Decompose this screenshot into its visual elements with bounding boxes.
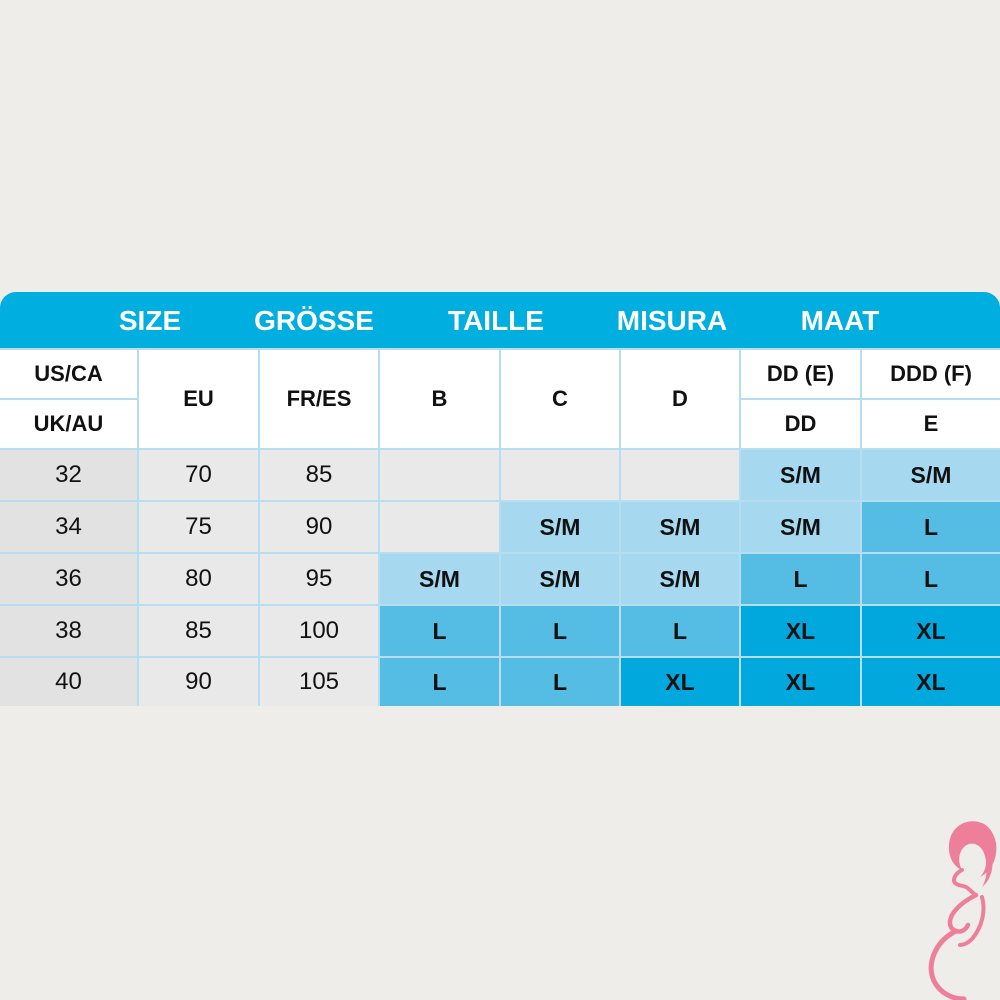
header-cup-e-uk: E: [862, 400, 1000, 448]
size-table: [0, 348, 1000, 706]
size-cell: [380, 450, 499, 500]
header-uk-au: UK/AU: [0, 400, 137, 448]
size-cell: S/M: [501, 554, 619, 604]
size-cell: L: [501, 658, 619, 706]
size-cell: S/M: [380, 554, 499, 604]
size-cell: L: [380, 658, 499, 706]
row-us-size: 34: [0, 502, 137, 552]
pregnant-woman-silhouette-icon: [922, 815, 1000, 1000]
row-fr-size: 85: [260, 450, 378, 500]
size-cell: L: [501, 606, 619, 656]
row-fr-size: 90: [260, 502, 378, 552]
size-cell: L: [741, 554, 860, 604]
size-chart: [0, 292, 1000, 706]
row-us-size: 38: [0, 606, 137, 656]
header-cup-dd-uk: DD: [741, 400, 860, 448]
row-eu-size: 90: [139, 658, 258, 706]
row-fr-size: 105: [260, 658, 378, 706]
title-size: SIZE: [118, 305, 182, 336]
size-cell: L: [380, 606, 499, 656]
row-us-size: 40: [0, 658, 137, 706]
size-cell: L: [862, 554, 1000, 604]
header-us-ca: US/CA: [0, 350, 137, 398]
row-fr-size: 95: [260, 554, 378, 604]
size-cell: XL: [621, 658, 739, 706]
row-eu-size: 75: [139, 502, 258, 552]
size-cell: S/M: [501, 502, 619, 552]
size-cell: S/M: [621, 502, 739, 552]
size-cell: XL: [862, 606, 1000, 656]
header-cup-dd-e: DD (E): [741, 350, 860, 398]
size-cell: XL: [741, 658, 860, 706]
header-cup-c: C: [501, 350, 619, 448]
header-fr-es: FR/ES: [260, 350, 378, 448]
header-eu: EU: [139, 350, 258, 448]
title-taille: TAILLE: [448, 305, 544, 336]
size-cell: XL: [741, 606, 860, 656]
size-cell: L: [621, 606, 739, 656]
title-maat: MAAT: [800, 305, 880, 336]
row-eu-size: 85: [139, 606, 258, 656]
row-eu-size: 70: [139, 450, 258, 500]
size-cell: S/M: [741, 450, 860, 500]
size-cell: [380, 502, 499, 552]
title-groesse: GRÖSSE: [254, 305, 374, 336]
size-cell: XL: [862, 658, 1000, 706]
header-cup-d: D: [621, 350, 739, 448]
size-cell: S/M: [741, 502, 860, 552]
title-misura: MISURA: [616, 305, 728, 336]
row-us-size: 32: [0, 450, 137, 500]
title-bar: [0, 292, 1000, 348]
size-cell: [501, 450, 619, 500]
row-us-size: 36: [0, 554, 137, 604]
row-fr-size: 100: [260, 606, 378, 656]
header-cup-ddd-f: DDD (F): [862, 350, 1000, 398]
header-cup-b: B: [380, 350, 499, 448]
size-cell: L: [862, 502, 1000, 552]
size-cell: S/M: [862, 450, 1000, 500]
row-eu-size: 80: [139, 554, 258, 604]
size-cell: [621, 450, 739, 500]
size-cell: S/M: [621, 554, 739, 604]
